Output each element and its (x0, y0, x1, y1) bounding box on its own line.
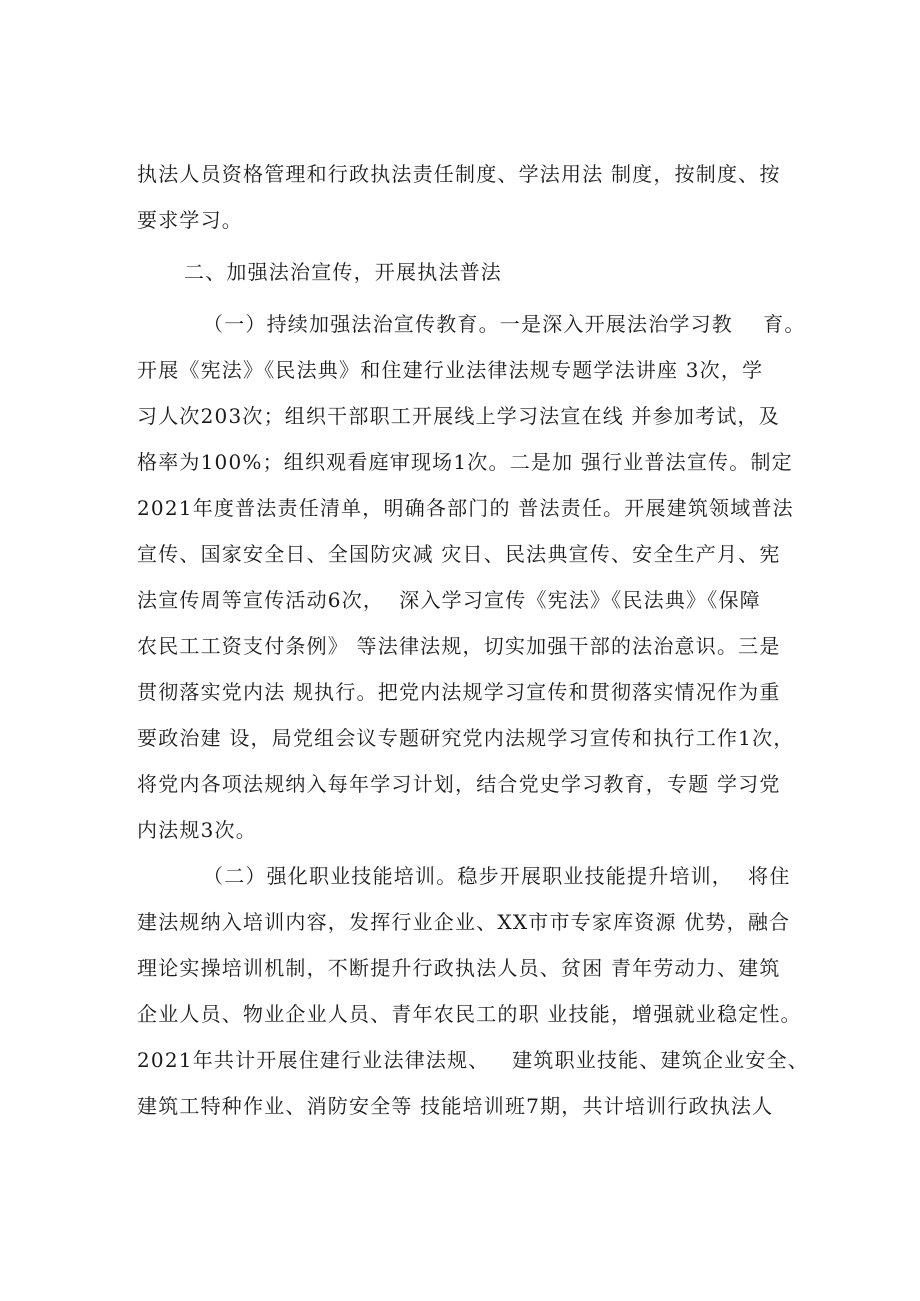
section-heading: 二、加强法治宣传，开展执法普法 (184, 260, 502, 284)
text-line: 建筑工特种作业、消防安全等 技能培训班7期，共计培训行政执法人 (137, 1094, 774, 1118)
text-line: 开展《宪法》《民法典》和住建行业法律法规专题学法讲座 3次，学 (137, 358, 764, 382)
text-line: 企业人员、物业企业人员、青年农民工的职 业技能，增强就业稳定性。 (137, 1002, 802, 1026)
text-line: 2021年度普法责任清单，明确各部门的 普法责任。开展建筑领域普法 (137, 496, 794, 520)
text-line: 要政治建 设，局党组会议专题研究党内法规学习宣传和执行工作1次， (137, 726, 795, 750)
text-line: 将党内各项法规纳入每年学习计划，结合党史学习教育，专题 学习党 (137, 772, 781, 796)
text-line: 格率为100%；组织观看庭审现场1次。二是加 强行业普法宣传。制定 (137, 450, 793, 474)
text-line: 要求学习。 (137, 208, 243, 232)
subsection-heading: （一）持续加强法治宣传教育。一是深入开展法治学习教 育。 (203, 312, 806, 336)
text-line: 建法规纳入培训内容，发挥行业企业、XX市市专家库资源 优势，融合 (137, 910, 791, 934)
text-line: 理论实操培训机制，不断提升行政执法人员、贫困 青年劳动力、建筑 (137, 956, 781, 980)
text-line: 内法规3次。 (137, 818, 257, 842)
text-line: 法宣传周等宣传活动6次， 深入学习宣传《宪法》《民法典》《保障 (137, 588, 761, 612)
text-line: 2021年共计开展住建行业法律法规、 建筑职业技能、建筑企业安全、 (137, 1048, 809, 1072)
text-line: 习人次203次；组织干部职工开展线上学习法宣在线 并参加考试，及 (137, 404, 780, 428)
text-line: 贯彻落实党内法 规执行。把党内法规学习宣传和贯彻落实情况作为重 (137, 680, 781, 704)
subsection-heading: （二）强化职业技能培训。稳步开展职业技能提升培训， 将住 (203, 864, 791, 888)
text-line: 农民工工资支付条例》 等法律法规，切实加强干部的法治意识。三是 (137, 634, 781, 658)
text-line: 执法人员资格管理和行政执法责任制度、学法用法 制度，按制度、按 (137, 162, 781, 186)
text-line: 宣传、国家安全日、全国防灾减 灾日、民法典宣传、安全生产月、宪 (137, 542, 781, 566)
